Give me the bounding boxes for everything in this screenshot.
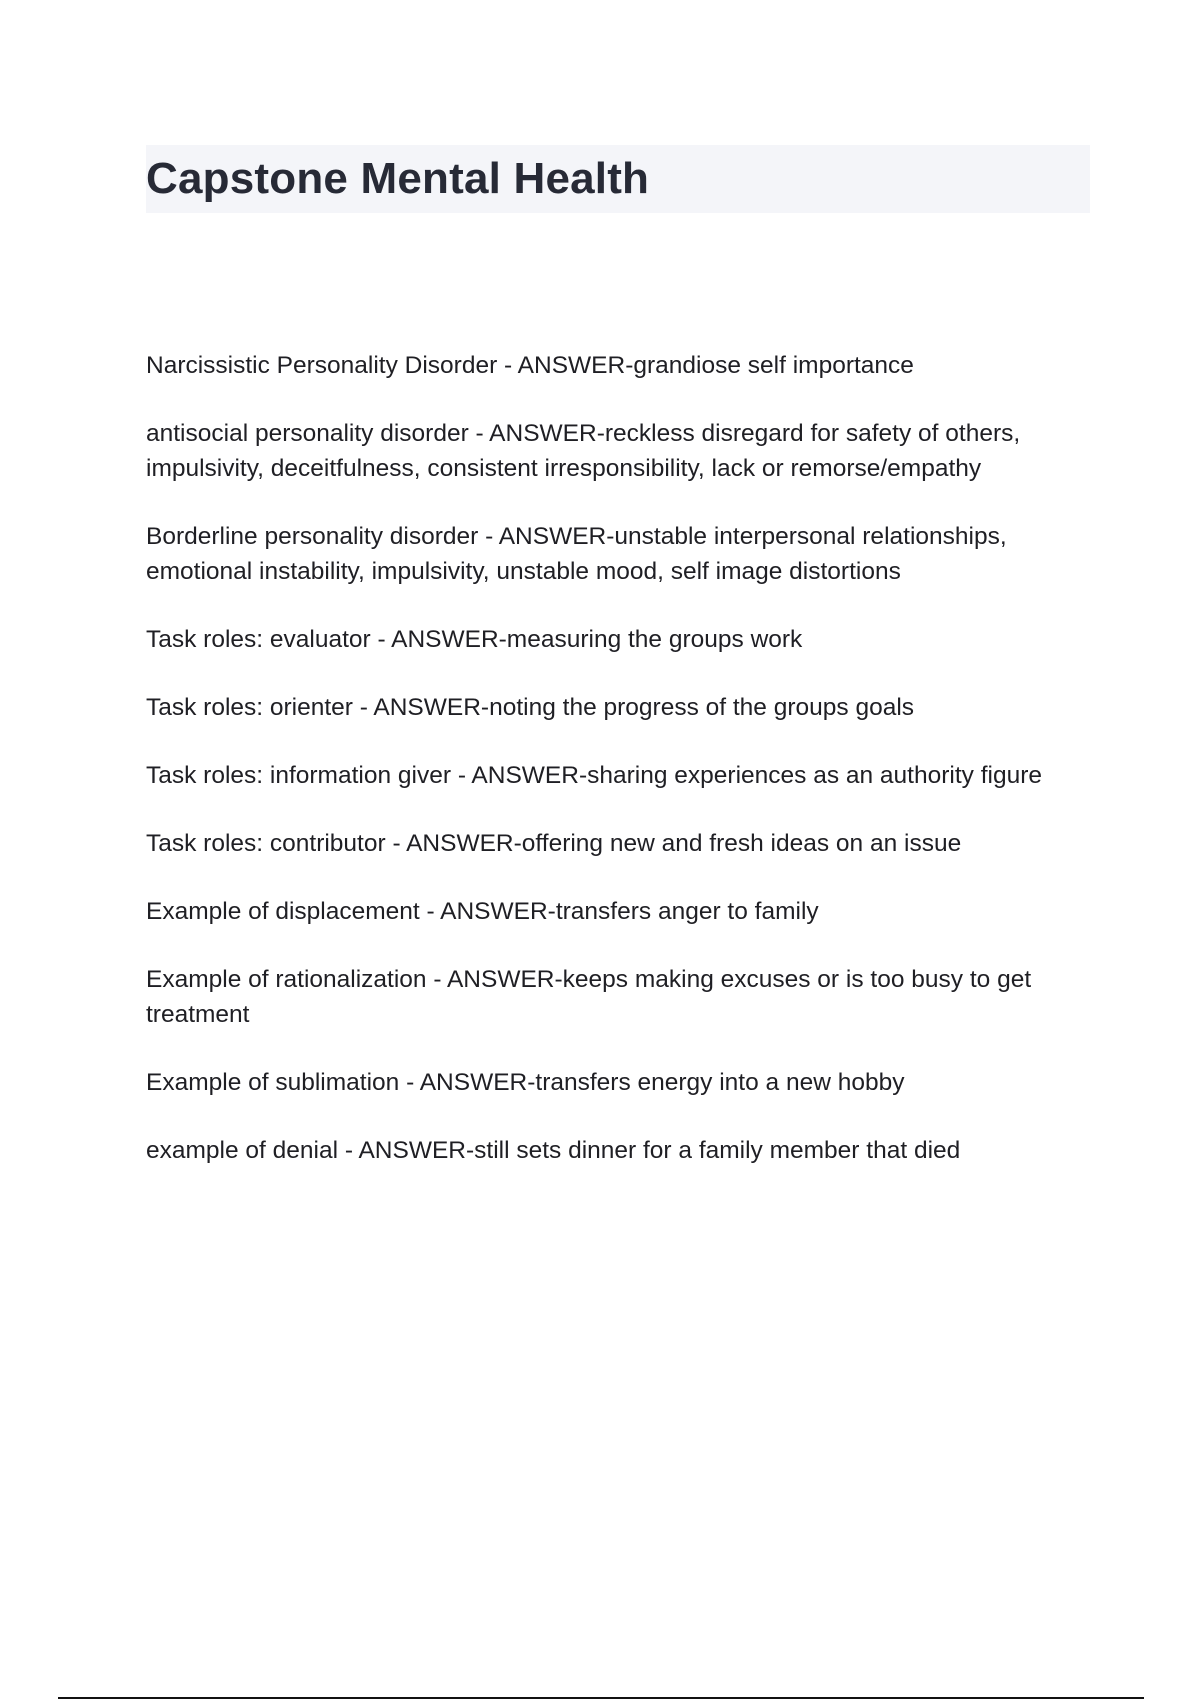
list-item: Task roles: information giver - ANSWER-sharing experiences as an authority figure — [146, 762, 1042, 789]
page-title: Capstone Mental Health — [146, 154, 650, 203]
title-banner — [146, 145, 1090, 213]
qa-list — [146, 348, 1090, 1201]
list-item: Borderline personality disorder - ANSWER-unstable interpersonal relationships, emotional instability, impulsivity, unstable mood, self image distortions — [146, 523, 1007, 585]
list-item: Task roles: contributor - ANSWER-offering new and fresh ideas on an issue — [146, 830, 962, 857]
list-item: Example of displacement - ANSWER-transfers anger to family — [146, 898, 819, 925]
list-item: Task roles: evaluator - ANSWER-measuring the groups work — [146, 626, 803, 653]
list-item: Example of rationalization - ANSWER-keeps making excuses or is too busy to get treatment — [146, 966, 1032, 1028]
footer-divider — [58, 1697, 1144, 1699]
list-item: example of denial - ANSWER-still sets dinner for a family member that died — [146, 1137, 961, 1164]
list-item: Example of sublimation - ANSWER-transfers energy into a new hobby — [146, 1069, 905, 1096]
list-item: antisocial personality disorder - ANSWER-reckless disregard for safety of others, impulsivity, deceitfulness, consistent irresponsibility, lack or remorse/empathy — [146, 420, 1021, 482]
list-item: Task roles: orienter - ANSWER-noting the progress of the groups goals — [146, 694, 915, 721]
list-item: Narcissistic Personality Disorder - ANSWER-grandiose self importance — [146, 352, 914, 379]
